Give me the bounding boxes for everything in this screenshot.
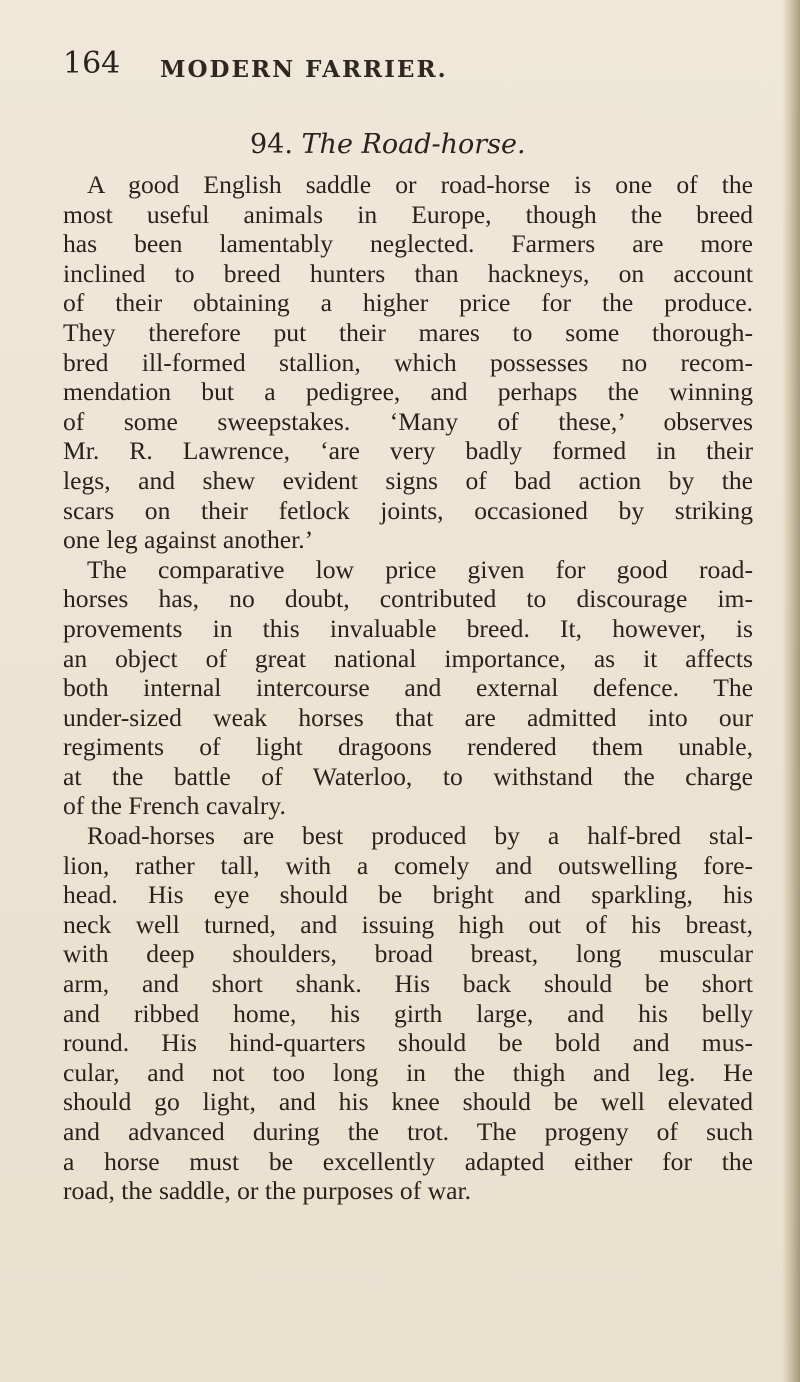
text-line: arm, and short shank. His back should be short — [63, 969, 753, 999]
text-line: mendation but a pedigree, and perhaps the winning — [63, 377, 753, 407]
text-line: of some sweepstakes. ‘Many of these,’ observes — [63, 406, 753, 436]
text-line: neck well turned, and issuing high out of his breast, — [63, 909, 753, 939]
section-title: The Road-horse. — [301, 129, 526, 160]
text-line: legs, and shew evident signs of bad action by the — [63, 465, 753, 495]
text-line: inclined to breed hunters than hackneys, on account — [63, 258, 753, 288]
text-line: and ribbed home, his girth large, and his belly — [63, 998, 753, 1028]
page-number: 164 — [63, 46, 121, 81]
text-line: most useful animals in Europe, though the breed — [63, 199, 753, 229]
text-line: an object of great national importance, as it affects — [63, 643, 753, 673]
text-line: under-sized weak horses that are admitted into our — [63, 702, 753, 732]
text-line: provements in this invaluable breed. It, however, is — [63, 613, 753, 643]
paragraph-2 — [63, 555, 753, 821]
text-line: road, the saddle, or the purposes of war. — [63, 1176, 471, 1206]
body-text — [63, 170, 753, 1206]
paragraph-3 — [63, 821, 753, 1206]
text-line: has been lamentably neglected. Farmers are more — [63, 229, 753, 259]
paragraph-1 — [63, 170, 753, 555]
text-line: and advanced during the trot. The progeny of such — [63, 1117, 753, 1146]
section-number: 94. — [250, 129, 293, 160]
running-head: MODERN FARRIER. — [160, 56, 448, 83]
text-line: head. His eye should be bright and sparkling, his — [63, 880, 753, 910]
text-line: one leg against another.’ — [63, 525, 314, 555]
section-heading — [250, 129, 526, 160]
text-line: cular, and not too long in the thigh and leg. He — [63, 1057, 753, 1087]
text-line: A good English saddle or road-horse is one of the — [87, 170, 753, 199]
text-line: lion, rather tall, with a comely and outswelling fore- — [63, 850, 753, 880]
text-line: They therefore put their mares to some thorough- — [63, 317, 753, 347]
text-line: round. His hind-quarters should be bold and mus- — [63, 1028, 753, 1058]
text-line: scars on their fetlock joints, occasioned by striking — [63, 495, 753, 525]
text-line: with deep shoulders, broad breast, long muscular — [63, 939, 753, 969]
page-edge-shadow — [782, 0, 800, 1382]
text-line: of their obtaining a higher price for the produce. — [63, 288, 753, 318]
text-line: bred ill-formed stallion, which possesses no recom- — [63, 347, 753, 377]
text-line: a horse must be excellently adapted either for the — [63, 1146, 753, 1176]
text-line: of the French cavalry. — [63, 791, 286, 821]
text-line: Road-horses are best produced by a half-bred stal- — [87, 821, 753, 851]
text-line: horses has, no doubt, contributed to discourage im- — [63, 584, 753, 614]
text-line: The comparative low price given for good road- — [87, 554, 753, 584]
text-line: both internal intercourse and external defence. The — [63, 673, 753, 703]
text-line: at the battle of Waterloo, to withstand the charge — [63, 761, 753, 791]
text-line: regiments of light dragoons rendered them unable, — [63, 732, 753, 762]
text-line: Mr. R. Lawrence, ‘are very badly formed in their — [63, 436, 753, 466]
text-line: should go light, and his knee should be well elevated — [63, 1087, 753, 1117]
